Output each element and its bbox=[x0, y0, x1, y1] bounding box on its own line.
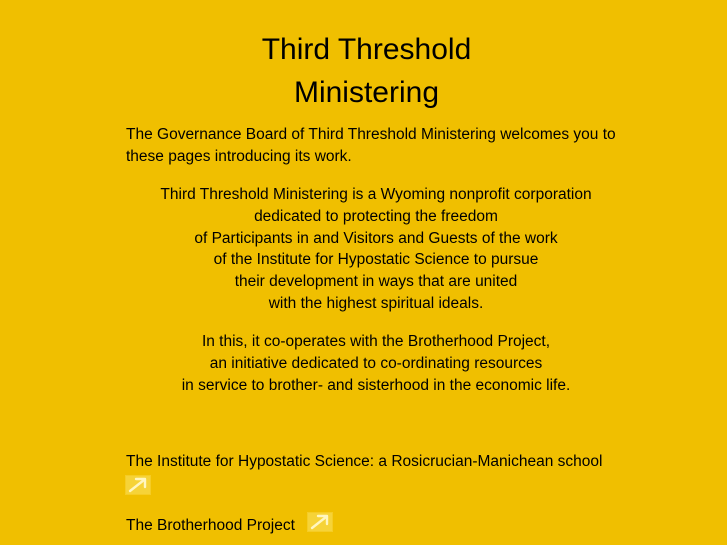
title-line-1: Third Threshold bbox=[261, 33, 472, 66]
cooperation-line: an initiative dedicated to co-ordinating resources bbox=[209, 354, 543, 372]
cooperation-line: In this, it co-operates with the Brotherhood Project, bbox=[201, 333, 551, 350]
mission-line: with the highest spiritual ideals. bbox=[268, 294, 484, 312]
cooperation-line: in service to brother- and sisterhood in the economic life. bbox=[181, 376, 571, 394]
mission-line: Third Threshold Ministering is a Wyoming nonprofit corporation bbox=[160, 186, 592, 203]
mission-line: of the Institute for Hypostatic Science to pursue bbox=[213, 251, 539, 269]
mission-line: of Participants in and Visitors and Guests of the work bbox=[194, 229, 558, 247]
arrow-link-icon[interactable] bbox=[307, 512, 333, 532]
mission-paragraph bbox=[126, 184, 626, 315]
intro-paragraph: The Governance Board of Third Threshold Ministering welcomes you to these pages introducing its work. bbox=[126, 126, 616, 165]
institute-link[interactable]: The Institute for Hypostatic Science: a Rosicrucian-Manichean school bbox=[126, 453, 603, 470]
title-line-2: Ministering bbox=[293, 76, 440, 109]
arrow-link-icon[interactable] bbox=[125, 475, 151, 495]
cooperation-paragraph bbox=[126, 331, 626, 396]
brotherhood-link[interactable]: The Brotherhood Project bbox=[126, 517, 295, 534]
mission-line: their development in ways that are united bbox=[234, 273, 518, 291]
mission-line: dedicated to protecting the freedom bbox=[254, 207, 498, 225]
page-title bbox=[0, 28, 727, 114]
